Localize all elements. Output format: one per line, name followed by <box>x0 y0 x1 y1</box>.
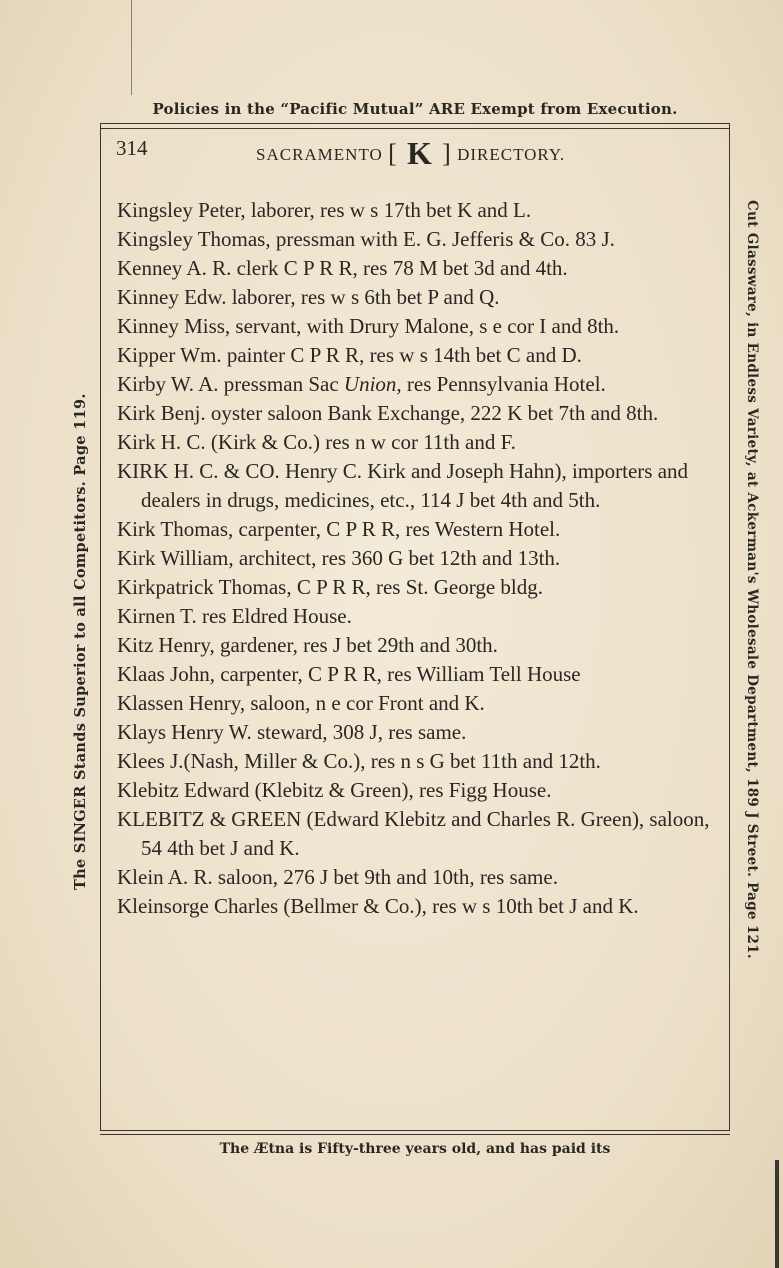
top-advertisement: Policies in the “Pacific Mutual” ARE Exempt from Execution. <box>152 100 678 118</box>
directory-entry: Klebitz Edward (Klebitz & Green), res Figg House. <box>117 778 552 802</box>
header-rule <box>100 128 730 129</box>
directory-entry: Klein A. R. saloon, 276 J bet 9th and 10th, res same. <box>117 865 558 889</box>
header-open-bracket: [ <box>388 139 398 168</box>
directory-entry: Klees J.(Nash, Miller & Co.), res n s G bet 11th and 12th. <box>117 749 601 773</box>
page-crease <box>131 0 132 95</box>
directory-entry: Klaas John, carpenter, C P R R, res William Tell House <box>117 662 581 686</box>
entry-text: res Pennsylvania Hotel. <box>401 372 606 396</box>
running-header <box>100 135 730 169</box>
page-edge <box>775 1160 779 1268</box>
header-city: SACRAMENTO <box>256 145 383 164</box>
header-title <box>256 135 565 172</box>
entry-text: Kirby W. A. pressman Sac <box>117 372 344 396</box>
header-close-bracket: ] <box>442 139 452 168</box>
entry-italic-text: Union, <box>343 372 402 396</box>
header-section-letter: K <box>407 135 433 171</box>
directory-entries <box>117 196 722 921</box>
bottom-advertisement: The Ætna is Fifty-three years old, and has paid its <box>219 1141 611 1157</box>
directory-entry: Kirnen T. res Eldred House. <box>117 604 352 628</box>
footer-rule <box>100 1134 730 1135</box>
directory-entry: Kinney Edw. laborer, res w s 6th bet P and Q. <box>117 285 500 309</box>
directory-entry: Kirkpatrick Thomas, C P R R, res St. George bldg. <box>117 575 543 599</box>
directory-entry: KIRK H. C. & CO. Henry C. Kirk and Joseph Hahn), importers and dealers in drugs, medicines, etc., 114 J bet 4th and 5th. <box>117 459 689 512</box>
directory-entry: Klays Henry W. steward, 308 J, res same. <box>117 720 467 744</box>
directory-entry: Kirk Benj. oyster saloon Bank Exchange, 222 K bet 7th and 8th. <box>117 401 659 425</box>
directory-entry: Klassen Henry, saloon, n e cor Front and K. <box>117 691 485 715</box>
page-number: 314 <box>116 136 148 160</box>
directory-entry: Kinney Miss, servant, with Drury Malone, s e cor I and 8th. <box>117 314 620 338</box>
directory-entry: Kipper Wm. painter C P R R, res w s 14th bet C and D. <box>117 343 582 367</box>
directory-entry: Kirk Thomas, carpenter, C P R R, res Western Hotel. <box>117 517 561 541</box>
directory-entry: Kitz Henry, gardener, res J bet 29th and 30th. <box>117 633 498 657</box>
right-margin-advertisement: Cut Glassware, in Endless Variety, at Ackerman's Wholesale Department, 189 J Street. Page 121. <box>744 200 760 959</box>
directory-entry: Kirk H. C. (Kirk & Co.) res n w cor 11th and F. <box>117 430 516 454</box>
directory-entry: Kirk William, architect, res 360 G bet 12th and 13th. <box>117 546 561 570</box>
directory-entry: Kingsley Peter, laborer, res w s 17th bet K and L. <box>117 198 532 222</box>
header-directory: DIRECTORY. <box>457 145 566 164</box>
directory-entry: KLEBITZ & GREEN (Edward Klebitz and Charles R. Green), saloon, 54 4th bet J and K. <box>117 807 710 860</box>
left-margin-advertisement: The SINGER Stands Superior to all Competitors. Page 119. <box>72 393 89 890</box>
directory-entry: Kenney A. R. clerk C P R R, res 78 M bet 3d and 4th. <box>117 256 568 280</box>
directory-entry <box>117 370 722 399</box>
directory-entry: Kleinsorge Charles (Bellmer & Co.), res w s 10th bet J and K. <box>117 894 639 918</box>
directory-entry: Kingsley Thomas, pressman with E. G. Jefferis & Co. 83 J. <box>117 227 615 251</box>
